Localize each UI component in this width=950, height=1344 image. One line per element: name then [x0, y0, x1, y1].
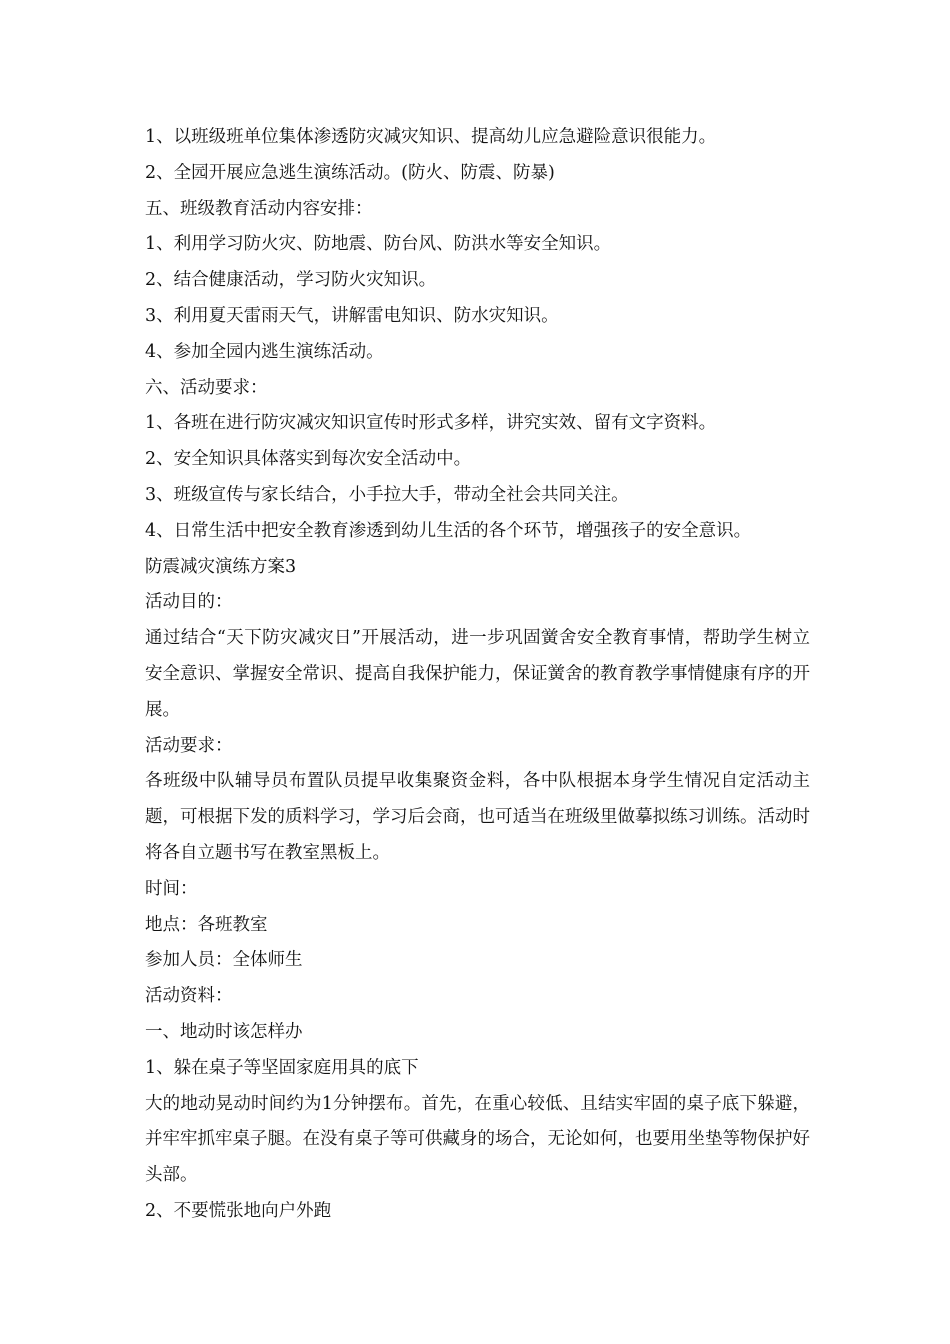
- document-body: [145, 120, 810, 1230]
- requirements-paragraph: 各班级中队辅导员布置队员提早收集聚资金料，各中队根据本身学生情况自定活动主题，可根据下发的质料学习，学习后会商，也可适当在班级里做摹拟练习训练。活动时将各自立题书写在教室黑板上。: [145, 771, 810, 863]
- section-heading: 一、地动时该怎样办: [145, 1021, 303, 1042]
- section-heading: 五、班级教育活动内容安排：: [145, 198, 373, 219]
- section-heading: 活动目的：: [145, 592, 233, 613]
- text-line: 3、利用夏天雷雨天气，讲解雷电知识、防水灾知识。: [145, 305, 559, 326]
- section-heading: 六、活动要求：: [145, 377, 268, 398]
- text-line: 2、全园开展应急逃生演练活动。(防火、防震、防暴): [145, 162, 555, 183]
- document-title: 防震减灾演练方案3: [145, 556, 297, 577]
- participants-line: 参加人员：全体师生: [145, 950, 303, 971]
- text-line: 1、各班在进行防灾减灾知识宣传时形式多样，讲究实效、留有文字资料。: [145, 413, 717, 434]
- text-line: 4、参加全园内逃生演练活动。: [145, 341, 384, 362]
- purpose-paragraph: 通过结合“天下防灾减灾日”开展活动，进一步巩固黉舍安全教育事情，帮助学生树立安全意识、掌握安全常识、提高自我保护能力，保证黉舍的教育教学事情健康有序的开展。: [145, 628, 810, 720]
- text-line: 2、不要慌张地向户外跑: [145, 1200, 332, 1221]
- time-line: 时间：: [145, 878, 198, 899]
- text-line: 4、日常生活中把安全教育渗透到幼儿生活的各个环节，增强孩子的安全意识。: [145, 520, 752, 541]
- text-line: 2、结合健康活动，学习防火灾知识。: [145, 270, 437, 291]
- text-line: 1、躲在桌子等坚固家庭用具的底下: [145, 1057, 419, 1078]
- text-line: 2、安全知识具体落实到每次安全活动中。: [145, 449, 472, 470]
- materials-heading: 活动资料：: [145, 986, 233, 1007]
- place-line: 地点：各班教室: [145, 914, 268, 935]
- text-line: 1、利用学习防火灾、防地震、防台风、防洪水等安全知识。: [145, 234, 612, 255]
- section-heading: 活动要求：: [145, 735, 233, 756]
- text-line: 3、班级宣传与家长结合，小手拉大手，带动全社会共同关注。: [145, 484, 629, 505]
- text-line: 1、以班级班单位集体渗透防灾减灾知识、提高幼儿应急避险意识很能力。: [145, 127, 717, 147]
- earthquake-paragraph: 大的地动晃动时间约为1分钟摆布。首先，在重心较低、且结实牢固的桌子底下躲避，并牢牢抓牢桌子腿。在没有桌子等可供藏身的场合，无论如何，也要用坐垫等物保护好头部。: [145, 1093, 810, 1186]
